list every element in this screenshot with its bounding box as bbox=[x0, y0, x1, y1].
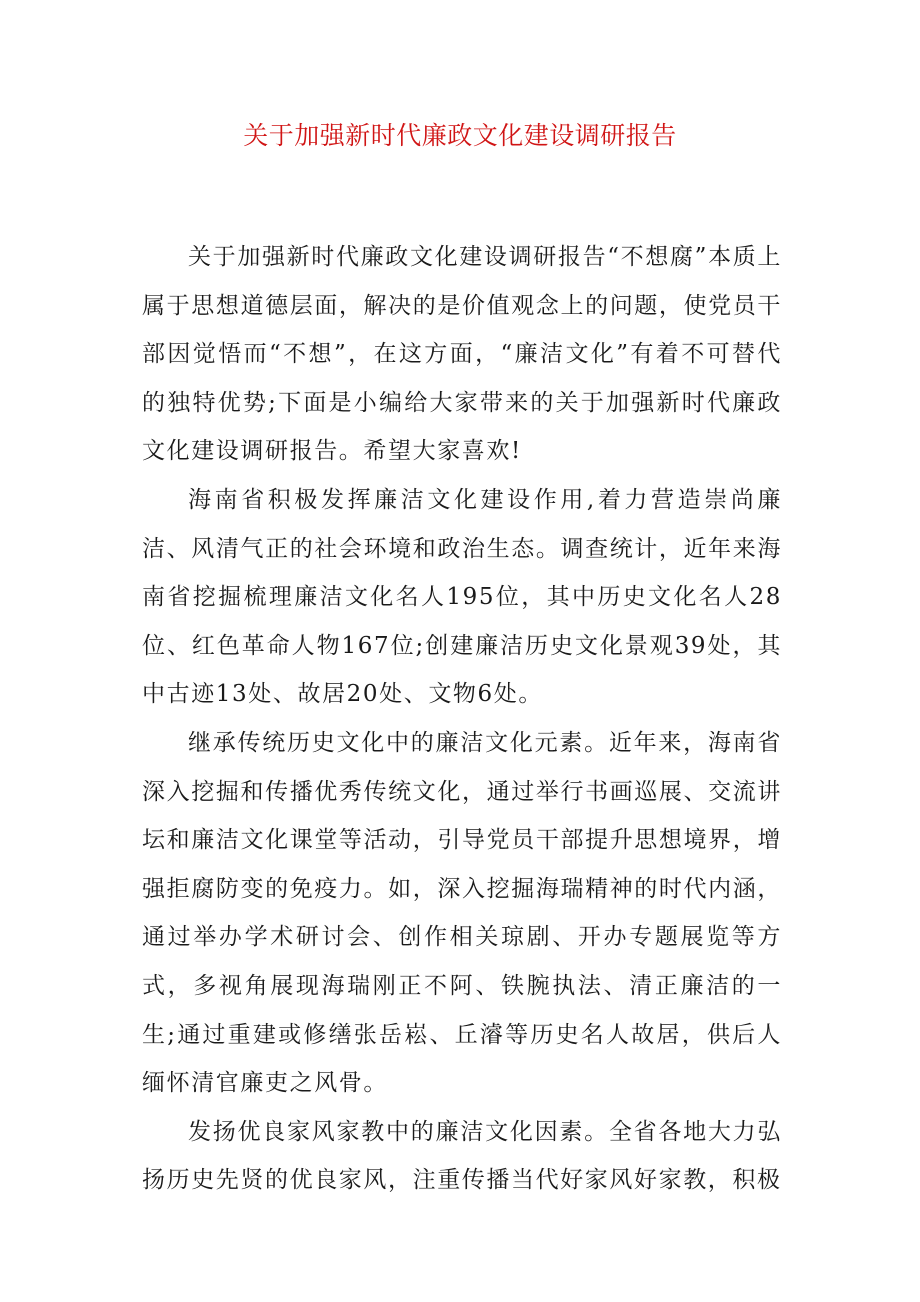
document-body bbox=[142, 233, 782, 1205]
paragraph-tradition: 继承传统历史文化中的廉洁文化元素。近年来，海南省深入挖掘和传播优秀传统文化，通过举行书画巡展、交流讲坛和廉洁文化课堂等活动，引导党员干部提升思想境界，增强拒腐防变的免疫力。如，深入挖掘海瑞精神的时代内涵，通过举办学术研讨会、创作相关琼剧、开办专题展览等方式，多视角展现海瑞刚正不阿、铁腕执法、清正廉洁的一生;通过重建或修缮张岳崧、丘濬等历史名人故居，供后人缅怀清官廉吏之风骨。 bbox=[142, 729, 782, 1097]
paragraph-intro: 关于加强新时代廉政文化建设调研报告“不想腐”本质上属于思想道德层面，解决的是价值观念上的问题，使党员干部因觉悟而“不想”，在这方面，“廉洁文化”有着不可替代的独特优势;下面是小编给大家带来的关于加强新时代廉政文化建设调研报告。希望大家喜欢! bbox=[142, 244, 782, 465]
document-title: 关于加强新时代廉政文化建设调研报告 bbox=[243, 121, 677, 150]
paragraph-family-tradition: 发扬优良家风家教中的廉洁文化因素。全省各地大力弘扬历史先贤的优良家风，注重传播当代好家风好家教，积极 bbox=[142, 1118, 782, 1194]
paragraph-statistics: 海南省积极发挥廉洁文化建设作用,着力营造崇尚廉洁、风清气正的社会环境和政治生态。调查统计，近年来海南省挖掘梳理廉洁文化名人195位，其中历史文化名人28位、红色革命人物167位;创建廉洁历史文化景观39处，其中古迹13处、故居20处、文物6处。 bbox=[142, 486, 782, 708]
